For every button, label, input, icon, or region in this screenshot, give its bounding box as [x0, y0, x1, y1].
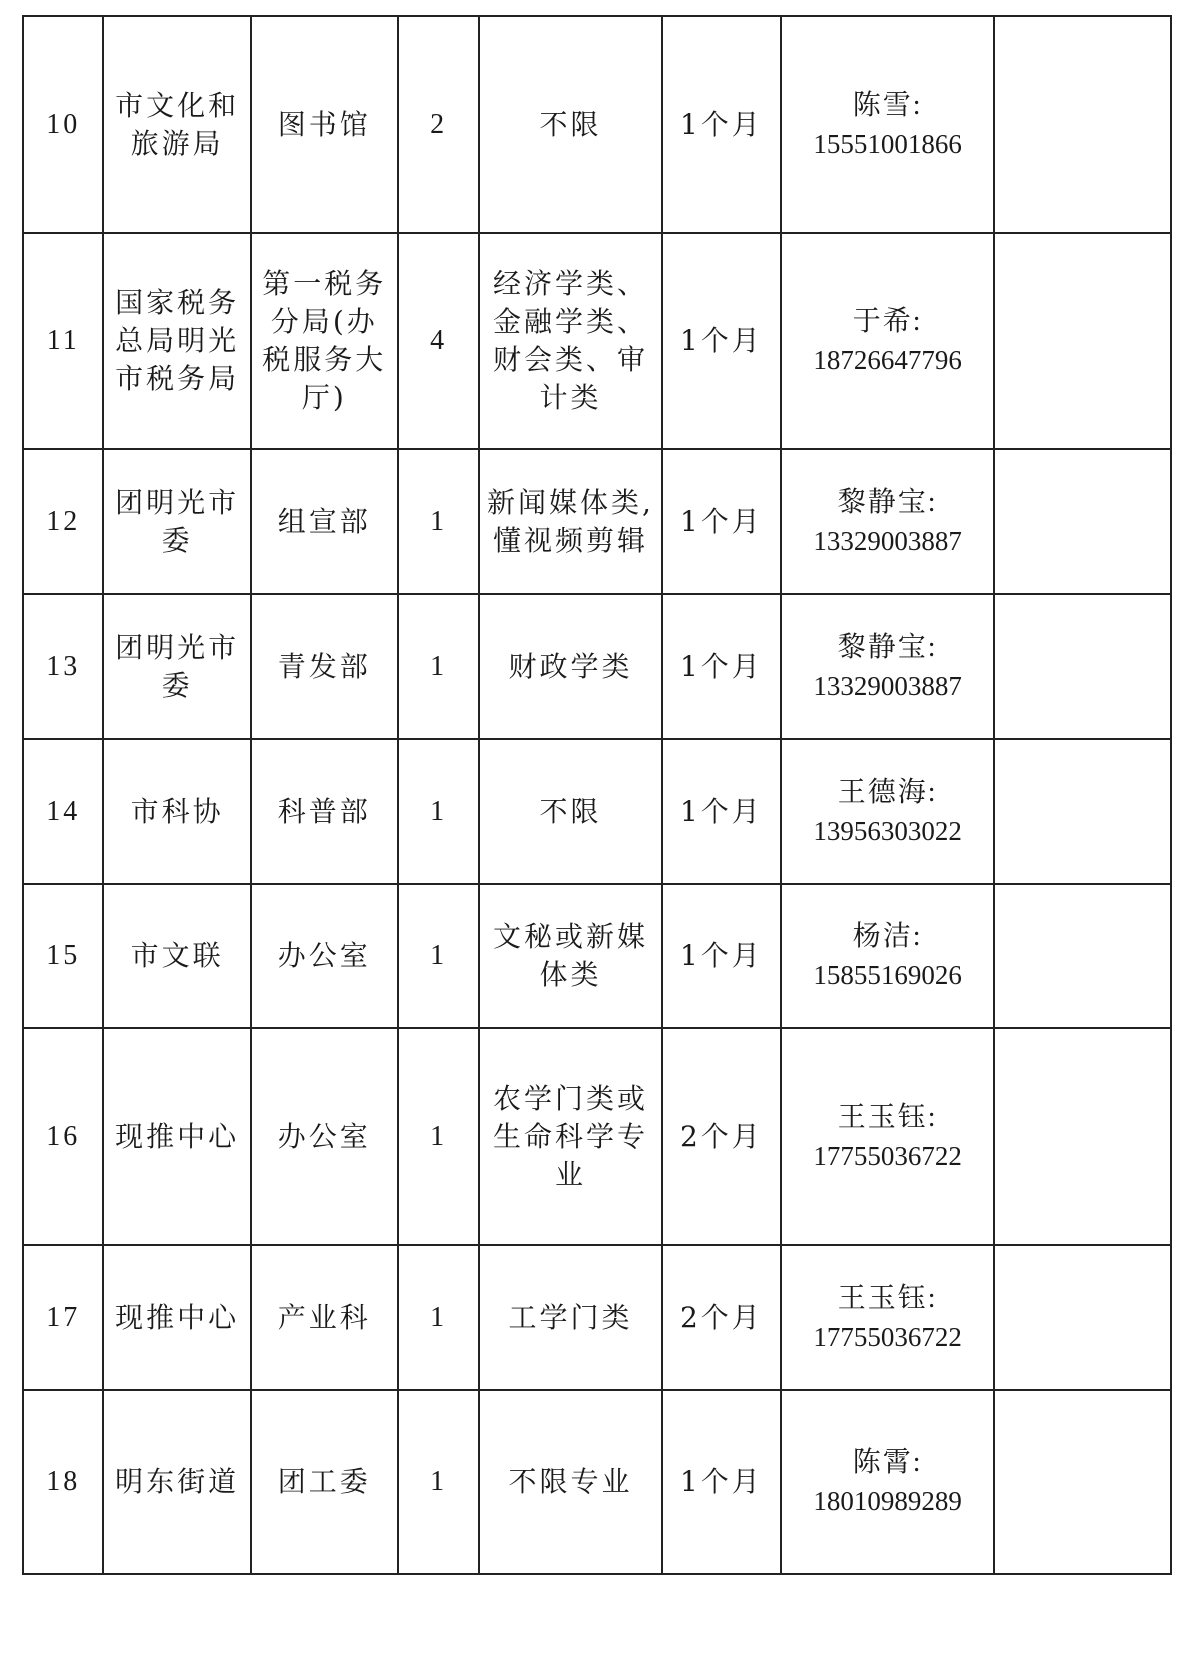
row-index: 14: [23, 739, 103, 884]
row-index: 15: [23, 884, 103, 1028]
unit-cell: 团明光市委: [103, 449, 250, 594]
unit-cell: 市文联: [103, 884, 250, 1028]
contact-phone: 13329003887: [813, 525, 962, 556]
major-cell: 文秘或新媒体类: [479, 884, 661, 1028]
row-index: 16: [23, 1028, 103, 1245]
unit-cell: 明东街道: [103, 1390, 250, 1574]
major-cell: 不限: [479, 16, 661, 233]
contact-cell: [781, 739, 994, 884]
duration-cell: 1个月: [662, 1390, 782, 1574]
department-cell: 团工委: [251, 1390, 398, 1574]
unit-cell: 现推中心: [103, 1245, 250, 1390]
unit-cell: 国家税务总局明光市税务局: [103, 233, 250, 449]
contact-phone: 13956303022: [813, 815, 962, 846]
contact-phone: 15551001866: [813, 128, 962, 159]
count-cell: 1: [398, 1245, 480, 1390]
table-row: [23, 1390, 1171, 1574]
count-cell: 1: [398, 449, 480, 594]
contact-name: 王德海:: [837, 776, 938, 808]
row-index: 18: [23, 1390, 103, 1574]
count-cell: 1: [398, 739, 480, 884]
row-index: 10: [23, 16, 103, 233]
major-cell: 工学门类: [479, 1245, 661, 1390]
notes-cell: [994, 449, 1171, 594]
count-cell: 1: [398, 1028, 480, 1245]
count-cell: 4: [398, 233, 480, 449]
notes-cell: [994, 16, 1171, 233]
contact-cell: [781, 884, 994, 1028]
contact-phone: 15855169026: [813, 960, 962, 990]
unit-cell: 市科协: [103, 739, 250, 884]
count-cell: 2: [398, 16, 480, 233]
contact-name: 陈霄:: [852, 1447, 923, 1478]
unit-cell: 市文化和旅游局: [103, 16, 250, 233]
notes-cell: [994, 1390, 1171, 1574]
major-cell: 财政学类: [479, 594, 661, 739]
table-row: [23, 449, 1171, 594]
contact-phone: 17755036722: [813, 1140, 962, 1171]
row-index: 13: [23, 594, 103, 739]
notes-cell: [994, 739, 1171, 884]
contact-cell: [781, 1245, 994, 1390]
department-cell: 科普部: [251, 739, 398, 884]
contact-name: 陈雪:: [852, 89, 923, 121]
contact-phone: 13329003887: [813, 670, 962, 701]
duration-cell: 1个月: [662, 594, 782, 739]
contact-name: 于希:: [852, 306, 923, 337]
contact-phone: 17755036722: [813, 1321, 962, 1352]
contact-cell: [781, 449, 994, 594]
count-cell: 1: [398, 594, 480, 739]
unit-cell: 现推中心: [103, 1028, 250, 1245]
duration-cell: 1个月: [662, 739, 782, 884]
duration-cell: 2个月: [662, 1245, 782, 1390]
row-index: 12: [23, 449, 103, 594]
page: [22, 15, 1172, 1575]
department-cell: 办公室: [251, 1028, 398, 1245]
department-cell: 组宣部: [251, 449, 398, 594]
contact-cell: [781, 1390, 994, 1574]
internship-table: [22, 15, 1172, 1575]
duration-cell: 2个月: [662, 1028, 782, 1245]
row-index: 11: [23, 233, 103, 449]
department-cell: 图书馆: [251, 16, 398, 233]
notes-cell: [994, 594, 1171, 739]
contact-name: 杨洁:: [852, 921, 923, 952]
department-cell: 第一税务分局(办税服务大厅): [251, 233, 398, 449]
table-row: [23, 1245, 1171, 1390]
contact-name: 黎静宝:: [837, 486, 938, 518]
contact-name: 王玉钰:: [837, 1282, 938, 1314]
unit-cell: 团明光市委: [103, 594, 250, 739]
duration-cell: 1个月: [662, 884, 782, 1028]
contact-phone: 18010989289: [813, 1486, 962, 1516]
count-cell: 1: [398, 1390, 480, 1574]
table-row: [23, 233, 1171, 449]
contact-cell: [781, 594, 994, 739]
major-cell: 新闻媒体类,懂视频剪辑: [479, 449, 661, 594]
contact-phone: 18726647796: [813, 345, 962, 375]
row-index: 17: [23, 1245, 103, 1390]
contact-name: 王玉钰:: [837, 1101, 938, 1133]
count-cell: 1: [398, 884, 480, 1028]
table-row: [23, 739, 1171, 884]
table-row: [23, 594, 1171, 739]
contact-cell: [781, 16, 994, 233]
notes-cell: [994, 1028, 1171, 1245]
table-row: [23, 16, 1171, 233]
notes-cell: [994, 884, 1171, 1028]
contact-cell: [781, 1028, 994, 1245]
contact-name: 黎静宝:: [837, 631, 938, 663]
table-row: [23, 1028, 1171, 1245]
major-cell: 农学门类或生命科学专业: [479, 1028, 661, 1245]
major-cell: 不限专业: [479, 1390, 661, 1574]
duration-cell: 1个月: [662, 449, 782, 594]
notes-cell: [994, 233, 1171, 449]
department-cell: 办公室: [251, 884, 398, 1028]
contact-cell: [781, 233, 994, 449]
department-cell: 青发部: [251, 594, 398, 739]
major-cell: 不限: [479, 739, 661, 884]
department-cell: 产业科: [251, 1245, 398, 1390]
notes-cell: [994, 1245, 1171, 1390]
duration-cell: 1个月: [662, 233, 782, 449]
table-row: [23, 884, 1171, 1028]
duration-cell: 1个月: [662, 16, 782, 233]
major-cell: 经济学类、金融学类、财会类、审计类: [479, 233, 661, 449]
